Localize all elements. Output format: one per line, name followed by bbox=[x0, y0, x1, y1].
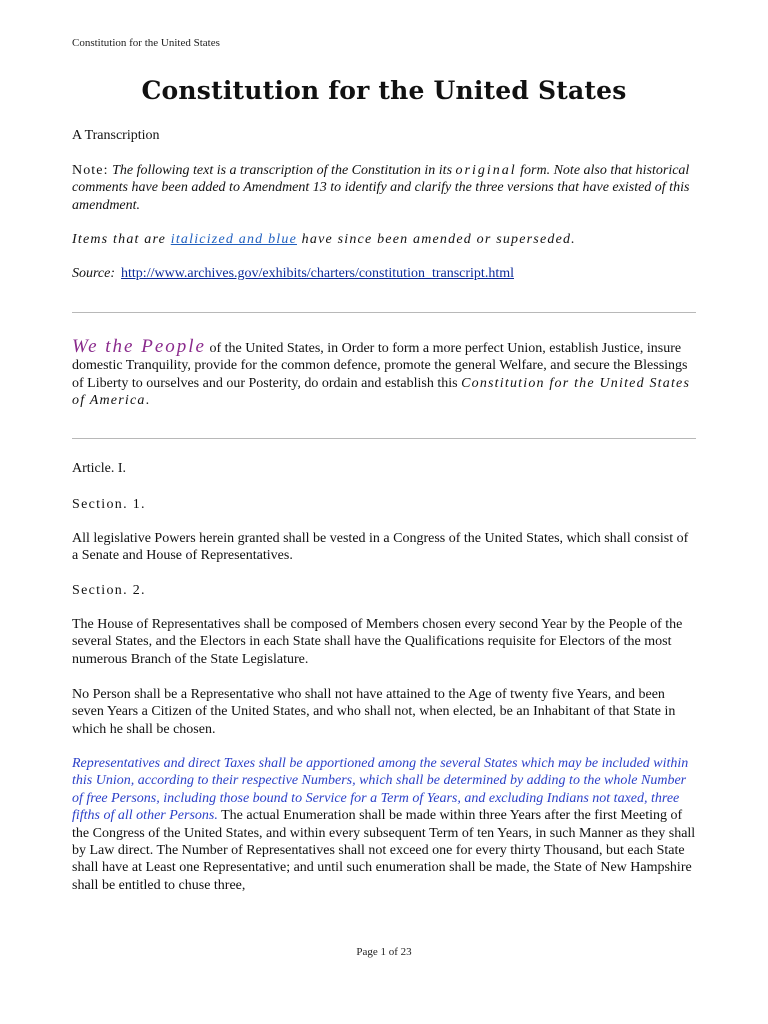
note-text-c: form. Note also that historical comments have been added to Amendment 13 to identify and clarify the three versions that have existed of this amendment. bbox=[72, 163, 690, 213]
divider bbox=[72, 438, 696, 439]
source-link[interactable]: http://www.archives.gov/exhibits/charters/constitution_transcript.html bbox=[121, 266, 514, 281]
divider bbox=[72, 312, 696, 313]
document-subtitle: A Transcription bbox=[72, 128, 160, 143]
legend-before: Items that are bbox=[72, 232, 171, 247]
legend-link[interactable]: italicized and blue bbox=[170, 232, 297, 247]
document-title: Constitution for the United States bbox=[141, 76, 627, 105]
section-2-paragraph-2: No Person shall be a Representative who shall not have attained to the Age of twenty five Years, and been seven Years a Citizen of the United States, and who shall not, when elected, be an Inhabitant of that State in which he shall be chosen. bbox=[72, 687, 676, 737]
page-number: Page 1 of 23 bbox=[356, 946, 412, 958]
note-lead: Note: bbox=[72, 163, 109, 178]
preamble-text: of the United States, in Order to form a more perfect Union, establish Justice, insure domestic Tranquility, provide for the common defence, promote the general Welfare, and secure the Blessings of Liberty to ourselves and our Posterity, do ordain and establish this bbox=[72, 341, 688, 391]
note-text-a: The following text is a transcription of the Constitution in its bbox=[112, 163, 456, 178]
preamble-emphasis: Constitution for the United States of America bbox=[72, 375, 691, 409]
transcription-note bbox=[72, 162, 696, 214]
section-1-heading: Section. 1. bbox=[72, 497, 146, 512]
source-label: Source: bbox=[72, 266, 116, 281]
preamble bbox=[72, 338, 696, 410]
legend-after: have since been amended or superseded. bbox=[296, 232, 576, 247]
preamble-lead: We the People bbox=[72, 336, 206, 357]
paragraph-continuation: The actual Enumeration shall be made within three Years after the first Meeting of the Congress of the United States, and within every subsequent Term of ten Years, in such Manner as they shall by Law direct. The Number of Representatives shall not exceed one for every thirty Thousand, but each State shall have at Least one Representative; and until such enumeration shall be made, the State of New Hampshire shall be entitled to chuse three, bbox=[72, 808, 696, 893]
note-text-original: original bbox=[455, 163, 517, 178]
section-1-text: All legislative Powers herein granted shall be vested in a Congress of the United States, which shall consist of a Senate and House of Representatives. bbox=[72, 531, 689, 564]
section-2-paragraph-3 bbox=[72, 755, 696, 894]
superseded-legend bbox=[72, 231, 696, 248]
article-heading: Article. I. bbox=[72, 461, 127, 476]
section-2-paragraph-1: The House of Representatives shall be composed of Members chosen every second Year by the People of the several States, and the Electors in each State shall have the Qualifications requisite for Electors of the most numerous Branch of the State Legislature. bbox=[72, 617, 683, 667]
superseded-text: Representatives and direct Taxes shall be apportioned among the several States which may be included within this Union, according to their respective Numbers, which shall be determined by adding to the whole Number of free Persons, including those bound to Service for a Term of Years, and excluding Indians not taxed, three fifths of all other Persons. bbox=[72, 756, 689, 824]
source-line bbox=[72, 265, 696, 282]
running-header: Constitution for the United States bbox=[72, 37, 220, 49]
preamble-end: . bbox=[145, 393, 150, 409]
section-2-heading: Section. 2. bbox=[72, 583, 146, 598]
